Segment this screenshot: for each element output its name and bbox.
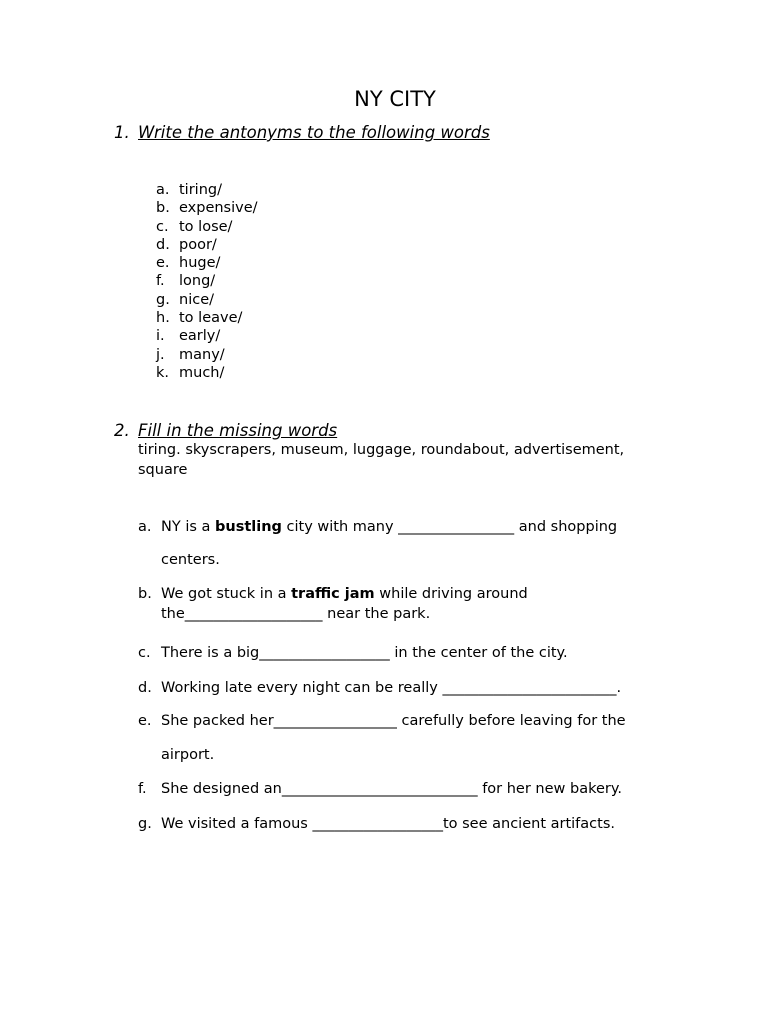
section-1-number: 1. [114, 123, 130, 142]
fill-item-a-line-1: NY is a bustling city with many ________________ and shopping [161, 519, 618, 535]
fill-item-e-line-2: airport. [161, 747, 215, 763]
section-2-heading [114, 421, 337, 441]
section-1-heading [114, 123, 490, 143]
list-item: b. expensive/ [156, 200, 258, 217]
list-item: k. much/ [156, 364, 225, 381]
list-item: j. many/ [156, 346, 225, 363]
fill-item-e-line-1: She packed her_________________ carefully before leaving for the [161, 713, 626, 729]
list-item: d. poor/ [156, 236, 217, 253]
list-item: h. to leave/ [156, 310, 243, 327]
list-item: i. early/ [156, 328, 221, 345]
list-item: g. nice/ [156, 291, 214, 308]
list-item: e. huge/ [156, 255, 221, 272]
worksheet-page: NY CITY 1. Write the antonyms to the following words a. tiring/ b. expensive/ c. to lose/ d. poor/ e. huge/ f. long/ g. nice/ h. to leave/ i. early/ j. many/ k. much/ 2. Fill in the missing words tiring. skyscrapers, museum, luggage, roundabout, advertisement, square a. NY is a bustling city with many ________________ and shopping centers. b. We got stuck in a traffic jam while driving around the___________________ near the park. c. There is a big__________________ in the center of the city. d. Working late every night can be really ________________________. e. She packed her_________________ carefully before leaving for the airport. f. She designed an___________________________ for her new bakery. g. We visited a famous __________________to see ancient artifacts. [0, 0, 768, 1024]
antonym-list [156, 181, 258, 382]
fill-item-a-line-2: centers. [161, 552, 220, 568]
section-2-number: 2. [114, 421, 130, 440]
word-bank: tiring. skyscrapers, museum, luggage, roundabout, advertisement, square [138, 442, 625, 478]
section-2-title: Fill in the missing words [138, 421, 338, 440]
list-item: a. tiring/ [156, 182, 222, 198]
list-item: c. to lose/ [156, 218, 233, 235]
page-title: NY CITY [354, 87, 436, 111]
fill-item-b-line-2: the___________________ near the park. [161, 606, 431, 622]
fill-item-b-line-1: We got stuck in a traffic jam while driving around [161, 586, 528, 602]
section-1-title: Write the antonyms to the following words [138, 123, 490, 142]
list-item: f. long/ [156, 273, 216, 290]
